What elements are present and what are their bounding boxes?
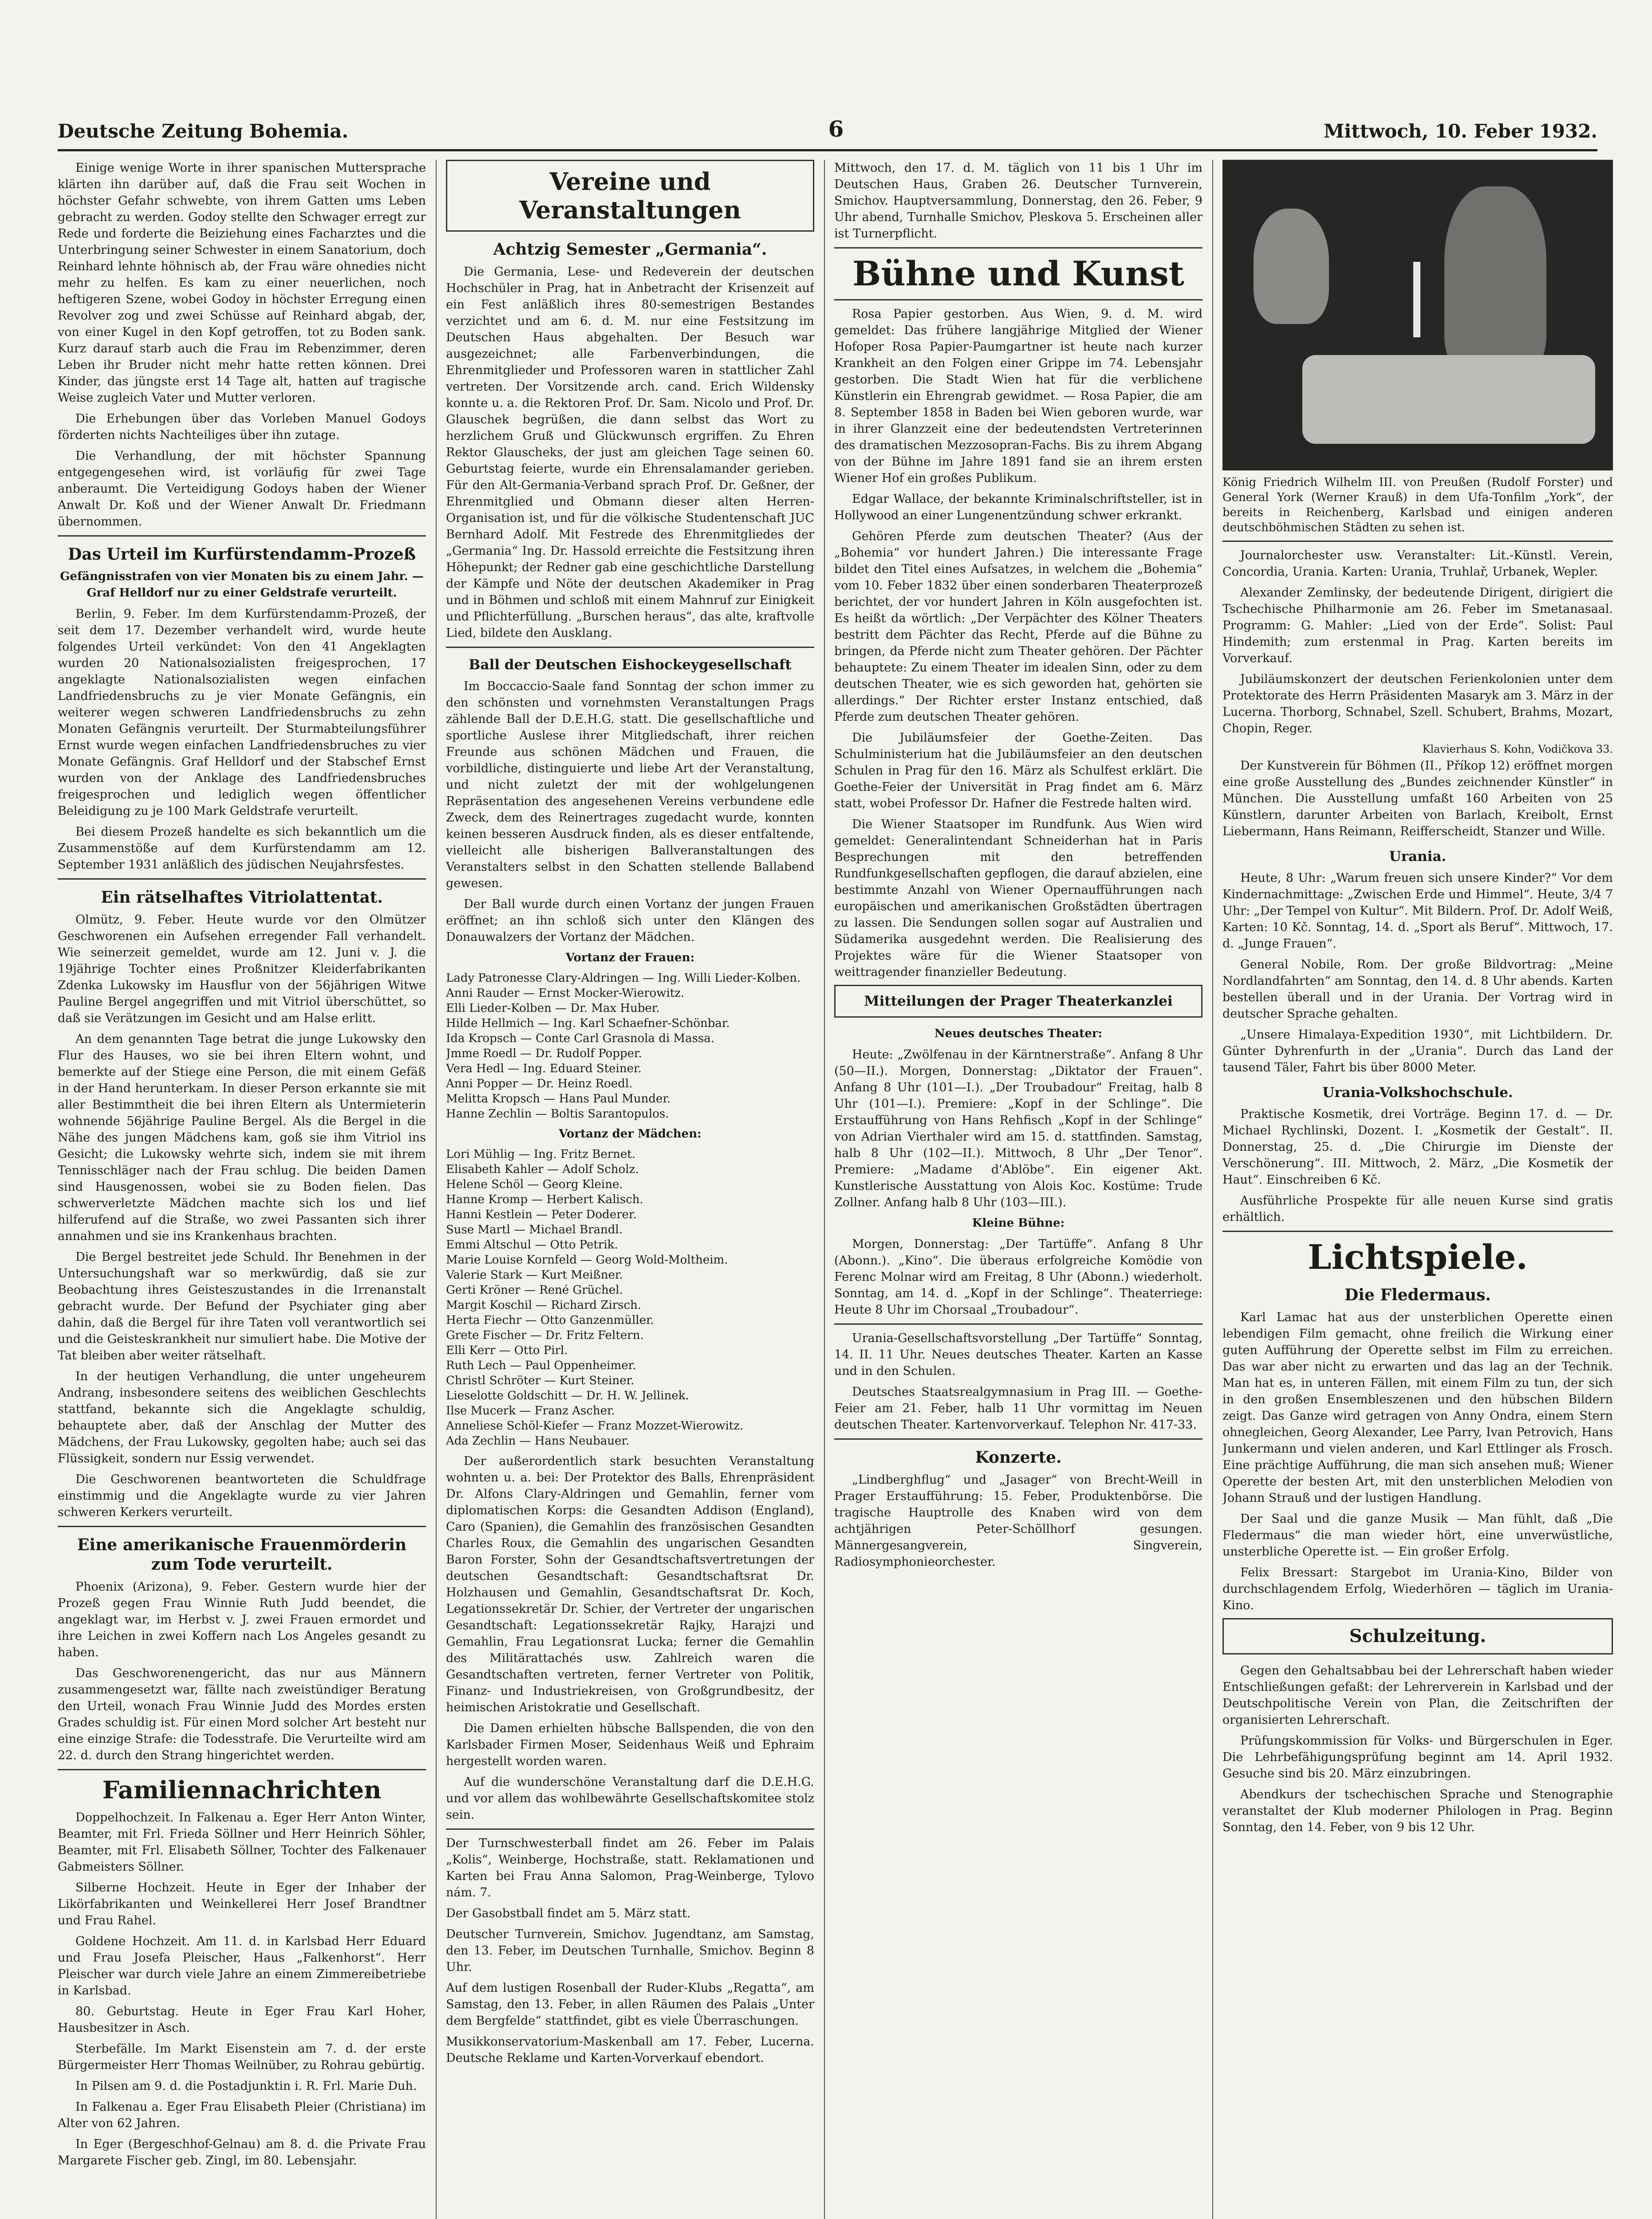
article-text: Heute, 8 Uhr: „Warum freuen sich unsere Kinder?“ Vor dem Kindernachmittage: „Zwischen Erde und Himmel“. Heute, 3/4 7 Uhr: „Der Tempel von Kultur“. Mit Bildern. Prof. Dr. Adolf Weiß, Karten: 10 Kč. Sonntag, 14. d. „Sport als Beruf“. Mittwoch, 17. d. „Junge Frauen“. [1222, 871, 1613, 951]
dancers-list-girls [446, 1147, 814, 1449]
list-heading: Kleine Bühne: [972, 1216, 1065, 1230]
divider [58, 878, 426, 880]
article-text: Prüfungskommission für Volks- und Bürgerschulen in Eger. Die Lehrbefähigungsprüfung beginnt am 14. April 1932. Gesuche sind bis 20. März einzubringen. [1222, 1734, 1613, 1781]
article-subheadline: Gefängnisstrafen von vier Monaten bis zu einem Jahr. — Graf Helldorf nur zu einer Geldstrafe verurteilt. [60, 570, 424, 600]
list-item: Elisabeth Kahler — Adolf Scholz. [446, 1163, 639, 1176]
list-item: Suse Martl — Michael Brandl. [446, 1223, 623, 1236]
header-rule [58, 149, 1597, 151]
list-item: Lori Mühlig — Ing. Fritz Bernet. [446, 1148, 635, 1161]
list-heading: Vortanz der Frauen: [565, 951, 695, 964]
list-item: Helene Schöl — Georg Kleine. [446, 1178, 623, 1191]
divider [58, 1526, 426, 1527]
film-still-photo [1222, 160, 1613, 470]
list-item: Melitta Kropsch — Hans Paul Munder. [446, 1092, 671, 1106]
article-text: Heute: „Zwölfenau in der Kärntnerstraße“. Anfang 8 Uhr (50—II.). Morgen, Donnerstag: „Diktator der Frauen“. Anfang 8 Uhr (101—I.). „Der Troubadour“ Freitag, halb 8 Uhr (101—I.). Premiere: „Kopf in der Schlinge“. Die Erstaufführung von Hans Rehfisch „Kopf in der Schlinge“ von Adrian Vierthaler wird am 15. d. stattfinden. Samstag, halb 8 Uhr (102—II.). Mittwoch, 8 Uhr „Der Tenor“. Premiere: „Madame d'Ablöbe“. Ein eigener Akt. Kunstlerische Ausstattung von Alois Koc. Kostüme: Trude Zollner. Anfang halb 8 Uhr (103—III.). [834, 1048, 1203, 1209]
list-item: Margit Koschil — Richard Zirsch. [446, 1299, 642, 1312]
divider [446, 647, 814, 648]
column-2 [446, 160, 814, 2219]
newspaper-page [58, 111, 1613, 2219]
list-item: Elli Kerr — Otto Pirl. [446, 1344, 568, 1357]
article-text: Der Ball wurde durch einen Vortanz der jungen Frauen eröffnet; an ihn schloß sich unter den Klängen des Donauwalzers der Vortanz der Mädchen. [446, 897, 814, 944]
list-item: Lieselotte Goldschitt — Dr. H. W. Jellinek. [446, 1389, 689, 1402]
divider [834, 247, 1203, 249]
article-text: Die Damen erhielten hübsche Ballspenden, die von den Karlsbader Firmen Moser, Seidenhaus Weiß und Ephraim hergestellt worden waren. [446, 1722, 814, 1768]
list-item: Jmme Roedl — Dr. Rudolf Popper. [446, 1047, 642, 1060]
list-item: Hanne Kromp — Herbert Kalisch. [446, 1193, 643, 1206]
article-text: Karl Lamac hat aus der unsterblichen Operette einen lebendigen Film gemacht, ohne freilich die Wirkung einer guten Aufführung der Operette selbst im Film zu erreichen. Das war aber nicht zu erwarten und das lag an der Technik. Man hat es, in unteren Fällen, mit einem Film zu tun, der sich in den großen Ensembleszenen und den hübschen Bildern zeigt. Das Ganze wird getragen von Anny Ondra, einem Stern ohnegleichen, Georg Alexander, Lee Parry, Ivan Petrovich, Hans Junkermann und vielen anderen, und Karl Ettlinger als Frosch. Eine prächtige Aufführung, die man sich ansehen muß; Wiener Operette der besten Art, mit den unsterblichen Melodien von Johann Strauß und der lustigen Handlung. [1222, 1311, 1613, 1505]
section-title: Mitteilungen der Prager Theaterkanzlei [864, 993, 1173, 1009]
divider [58, 1769, 426, 1770]
divider [834, 1323, 1203, 1325]
article-headline: Konzerte. [975, 1448, 1062, 1467]
article-text: Edgar Wallace, der bekannte Kriminalschriftsteller, ist in Hollywood an einer Lungenentzündung schwer erkrankt. [834, 492, 1203, 522]
list-item: Hanne Zechlin — Boltis Sarantopulos. [446, 1107, 669, 1121]
article-headline: Ein rätselhaftes Vitriolattentat. [101, 888, 383, 907]
list-item: Anneliese Schöl-Kiefer — Franz Mozzet-Wierowitz. [446, 1419, 744, 1433]
article-text: Gegen den Gehaltsabbau bei der Lehrerschaft haben wieder Entschließungen gefaßt: der Lehrerverein in Karlsbad und der Deutschpolitische Verein von Plan, die Zeitschriften der organisierten Lehrerschaft. [1222, 1664, 1613, 1727]
article-text: Berlin, 9. Feber. Im dem Kurfürstendamm-Prozeß, der seit dem 17. Dezember verhandelt wird, wurde heute folgendes Urteil verkündet: Von den 41 Angeklagten wurden 20 Nationalsozialisten freigesprochen, 17 angeklagte Nationalsozialisten wegen einfachen Landfriedensbruchs zu je vier Monate Gefängnis, ein weiterer wegen schweren Landfriedensbruchs zu zehn Monaten Gefängnis verurteilt. Der Sturmabteilungsführer Ernst wurde wegen einfachen Landfriedensbruches zu vier Monate Gefängnis. Graf Helldorf und der Stabschef Ernst wurden von der Anklage des Landfriedensbruches freigesprochen und lediglich wegen öffentlicher Beleidigung zu je 100 Mark Geldstrafe verurteilt. [58, 607, 426, 818]
masthead-name: Deutsche Zeitung Bohemia. [58, 120, 348, 142]
article-text: Der Kunstverein für Böhmen (II., Příkop 12) eröffnet morgen eine große Ausstellung des „Bundes zeichnender Künstler“ in München. Die Ausstellung umfaßt 160 Arbeiten von 25 Künstlern, darunter Arbeiten von Barlach, Kreibolt, Ernst Liebermann, Hans Reimann, Reifferscheidt, Stanzer und Wille. [1222, 759, 1613, 838]
article-text: Alexander Zemlinsky, der bedeutende Dirigent, dirigiert die Tschechische Philharmonie am 26. Feber im Smetanasaal. Programm: G. Mahler: „Lied von der Erde“. Solist: Paul Hindemith; zum erstenmal in Prag. Karten bereits im Vorverkauf. [1222, 586, 1613, 665]
list-item: Hilde Hellmich — Ing. Karl Schaefner-Schönbar. [446, 1017, 730, 1030]
list-item: Anni Popper — Dr. Heinz Roedl. [446, 1077, 633, 1090]
dancers-list-women [446, 971, 814, 1121]
list-item: Marie Louise Kornfeld — Georg Wold-Moltheim. [446, 1253, 728, 1267]
article-text: Abendkurs der tschechischen Sprache und Stenographie veranstaltet der Klub moderner Philologen in Prag. Beginn Sonntag, den 14. Feber, von 9 bis 12 Uhr. [1222, 1788, 1613, 1834]
article-text: Der außerordentlich stark besuchten Veranstaltung wohnten u. a. bei: Der Protektor des Balls, Ehrenpräsident Dr. Alfons Clary-Aldringen und Gemahlin, ferner vom diplomatischen Korps: die Gesandten Addison (England), Caro (Spanien), die Gemahlin des französischen Gesandten Charles Roux, die Gemahlin des ungarischen Gesandten Baron Forster, Sohn der Gesandtschaftsvertretungen der deutschen Gesandtschaft: Gesandtschaftsrat Dr. Holzhausen und Gemahlin, Gesandtschaftsrat Dr. Koch, Legationssekretär Dr. Schier, der Vertreter der ungarischen Gesandtschaft: Legationssekretär Rajky, Harajzi und Gemahlin, Frau Legationsrat Lucka; ferner die Gemahlin des Militärattachés usw. Zahlreich waren die Gesandtschaften vertreten, ferner Vertreter von Politik, Finanz- und Industriekreisen, von Großgrundbesitz, der heimischen Aristokratie und Gesellschaft. [446, 1454, 814, 1714]
article-headline: Urania-Volkshochschule. [1322, 1085, 1513, 1101]
notice-text: Der Gasobstball findet am 5. März statt. [446, 1907, 691, 1920]
divider [834, 299, 1203, 300]
list-item: Anni Rauder — Ernst Mocker-Wierowitz. [446, 987, 685, 1000]
section-title: Bühne und Kunst [852, 254, 1184, 293]
list-heading: Vortanz der Mädchen: [559, 1127, 702, 1141]
list-item: Ruth Lech — Paul Oppenheimer. [446, 1359, 636, 1372]
article-text: Die Verhandlung, der mit höchster Spannung entgegengesehen wird, ist vorläufig für zwei Tage anberaumt. Die Verteidigung Godoys haben der Wiener Anwalt Dr. Koß und der Wiener Anwalt Dr. Friedmann übernommen. [58, 449, 426, 529]
article-text: Jubiläumskonzert der deutschen Ferienkolonien unter dem Protektorate des Herrn Präsidenten Masaryk am 3. März in der Lucerna. Thorborg, Schnabel, Szell. Schubert, Brahms, Mozart, Chopin, Reger. [1222, 672, 1613, 735]
article-text: Auf die wunderschöne Veranstaltung darf die D.E.H.G. und vor allem das wohlbewährte Gesellschaftskomitee stolz sein. [446, 1775, 814, 1822]
article-headline: Das Urteil im Kurfürstendamm-Prozeß [67, 545, 416, 564]
article-text: Die Jubiläumsfeier der Goethe-Zeiten. Das Schulministerium hat die Jubiläumsfeier an den deutschen Schulen in Prag für den 16. März als Schulfest erklärt. Die Goethe-Feier der Universität in Prag findet am 6. März statt, wobei Professor Dr. Hafner die Festrede halten wird. [834, 731, 1203, 810]
article-text: Ausführliche Prospekte für alle neuen Kurse sind gratis erhältlich. [1222, 1194, 1613, 1224]
notice-text: Musikkonservatorium-Maskenball am 17. Feber, Lucerna. Deutsche Reklame und Karten-Vorverkauf ebendort. [446, 2035, 814, 2065]
article-headline: Achtzig Semester „Germania“. [493, 240, 767, 259]
list-item: Vera Hedl — Ing. Eduard Steiner. [446, 1062, 642, 1075]
section-title-box [1222, 1618, 1613, 1654]
divider [1222, 1231, 1613, 1232]
list-item: Emmi Altschul — Otto Petrik. [446, 1238, 618, 1252]
advertisement-line: Klavierhaus S. Kohn, Vodičkova 33. [1422, 743, 1613, 755]
section-title: Vereine und Veranstaltungen [519, 167, 741, 224]
article-text: Die Bergel bestreitet jede Schuld. Ihr Benehmen in der Untersuchungshaft war so merkwürdig, daß sie zur Beobachtung ihres Geisteszustandes in die Irrenanstalt gebracht wurde. Der Befund der Psychiater ging aber dahin, daß die Bergel für ihre Taten voll verantwortlich sei und die Geisteskrankheit nur simuliert habe. Die Motive der Tat bleiben aber weiter rätselhaft. [58, 1250, 426, 1362]
photo-caption: König Friedrich Wilhelm III. von Preußen (Rudolf Forster) und General York (Werner Krauß) in dem Ufa-Tonfilm „York“, der bereits in Reichenberg, Karlsbad und einigen anderen deutschböhmischen Städten zu sehen ist. [1222, 476, 1613, 534]
article-text: Gehören Pferde zum deutschen Theater? (Aus der „Bohemia“ vor hundert Jahren.) Die interessante Frage bildet den Titel eines Aufsatzes, in welchem die „Bohemia“ vom 10. Feber 1832 über einen sonderbaren Theaterprozeß berichtet, der vor hundert Jahren in Köln ausgefochten ist. Es heißt da wörtlich: „Der Verpächter des Kölner Theaters bestritt dem Pächter das Recht, Pferde auf die Bühne zu bringen, da Pferde nicht zum Theater gehören. Der Pächter behauptete: Zu einem Theater im idealen Sinn, oder zu dem deutschen Theater, wie es sich geworden hat, gehörten sie allerdings.“ Der Richter erster Instanz entschied, daß Pferde zum deutschen Theater gehören. [834, 529, 1203, 724]
article-headline: Die Fledermaus. [1344, 1286, 1491, 1304]
section-title-box [446, 160, 814, 232]
issue-date: Mittwoch, 10. Feber 1932. [1323, 120, 1597, 142]
column-4 [1222, 160, 1613, 2219]
article-text: Praktische Kosmetik, drei Vorträge. Beginn 17. d. — Dr. Michael Rychlinski, Dozent. I. „Kosmetik der Gestalt“. II. Donnerstag, 25. d. „Die Chirurgie im Dienste der Verschönerung“. III. Mittwoch, 2. März, „Die Kosmetik der Haut“. Einschreiben 6 Kč. [1222, 1107, 1613, 1187]
article-headline: Urania. [1389, 849, 1447, 865]
column-rule [436, 160, 437, 2219]
list-item: Grete Fischer — Dr. Fritz Feltern. [446, 1329, 644, 1342]
article-text: Die Erhebungen über das Vorleben Manuel Godoys förderten nichts Nachteiliges über ihn zutage. [58, 412, 426, 442]
article-text: In Pilsen am 9. d. die Postadjunktin i. R. Frl. Marie Duh. [75, 2079, 417, 2093]
notice-text: Auf dem lustigen Rosenball der Ruder-Klubs „Regatta“, am Samstag, den 13. Feber, in allen Räumen des Palais „Unter dem Bergfelde“ stattfindet, gibt es viele Überraschungen. [446, 1981, 814, 2028]
section-title: Lichtspiele. [1308, 1237, 1528, 1277]
article-text: Deutsches Staatsrealgymnasium in Prag III. — Goethe-Feier am 21. Feber, halb 11 Uhr vormittag im Neuen deutschen Theater. Kartenvorverkauf. Telephon Nr. 417-33. [834, 1385, 1203, 1432]
article-text: 80. Geburtstag. Heute in Eger Frau Karl Hoher, Hausbesitzer in Asch. [58, 2005, 426, 2035]
list-item: Valerie Stark — Kurt Meißner. [446, 1268, 623, 1282]
article-text: Morgen, Donnerstag: „Der Tartüffe“. Anfang 8 Uhr (Abonn.). „Kino“. Die überaus erfolgreiche Komödie von Ferenc Molnar wird am Freitag, 8 Uhr (Abonn.) wiederholt. Sonntag, am 14. d. „Kopf in der Schlinge“. Theaterriege: Heute 8 Uhr im Chorsaal „Troubadour“. [834, 1237, 1203, 1317]
article-text: Rosa Papier gestorben. Aus Wien, 9. d. M. wird gemeldet: Das frühere langjährige Mitglied der Wiener Hofoper Rosa Papier-Paumgartner ist heute nach kurzer Krankheit an den Folgen einer Grippe im 74. Lebensjahr gestorben. Die Stadt Wien hat für die verblichene Künstlerin ein Ehrengrab gewidmet. — Rosa Papier, die am 8. September 1858 in Baden bei Wien geboren wurde, war in ihrer Glanzzeit eine der bedeutendsten Vertreterinnen des dramatischen Mezzosopran-Fachs. Bis zu ihrem Abgang von der Bühne im Jahre 1891 fand sie an ihrem ersten Wiener Hof ein großes Publikum. [834, 307, 1203, 485]
article-text: Der Saal und die ganze Musik — Man fühlt, daß „Die Fledermaus“ die man wieder hört, eine unverwüstliche, unsterbliche Operette ist. — Ein großer Erfolg. [1222, 1512, 1613, 1559]
article-text: Goldene Hochzeit. Am 11. d. in Karlsbad Herr Eduard und Frau Josefa Pleischer, Haus „Falkenhorst“. Herr Pleischer war durch viele Jahre an einem Zimmereibetriebe in Karlsbad. [58, 1935, 426, 1998]
list-item: Hanni Kestlein — Peter Doderer. [446, 1208, 637, 1221]
notice-text: Mittwoch, den 17. d. M. täglich von 11 bis 1 Uhr im Deutschen Haus, Graben 26. Deutscher Turnverein, Smichov. Hauptversammlung, Donnerstag, den 26. Feber, 9 Uhr abend, Turnhalle Smichov, Pleskova 5. Erscheinen aller ist Turnerpflicht. [834, 161, 1203, 241]
list-item: Herta Fiechr — Otto Ganzenmüller. [446, 1314, 654, 1327]
list-item: Elli Lieder-Kolben — Dr. Max Huber. [446, 1002, 660, 1015]
column-1 [58, 160, 426, 2219]
article-text: Olmütz, 9. Feber. Heute wurde vor den Olmützer Geschworenen ein Aufsehen erregender Fall verhandelt. Wie seinerzeit gemeldet, wurde am 12. Juni v. J. die 19jährige Tochter eines Proßnitzer Kleiderfabrikanten Zdenka Lukowsky im Hausflur von der 56jährigen Witwe Pauline Bergel angegriffen und mit Vitriol überschüttet, so daß sie Verätzungen im Gesicht und am Halse erlitt. [58, 913, 426, 1025]
article-text: Die Geschworenen beantworteten die Schuldfrage einstimmig und die Angeklagte wurde zu vier Jahren schweren Kerkers verurteilt. [58, 1473, 426, 1519]
article-text: Sterbefälle. Im Markt Eisenstein am 7. d. der erste Bürgermeister Herr Thomas Weilnüber, zu Rohrau gebürtig. [58, 2042, 426, 2072]
article-text: In Eger (Bergeschhof-Gelnau) am 8. d. die Private Frau Margarete Fischer geb. Zingl, im 80. Lebensjahr. [58, 2137, 426, 2168]
article-text: An dem genannten Tage betrat die junge Lukowsky den Flur des Hauses, wo sie bei ihren Eltern wohnt, und bemerkte auf der Stiege eine Person, die mit einem Gefäß in der Hand herunterkam. In dieser Person erkannte sie mit aller Bestimmtheit die bei ihren Eltern als Untermieterin wohnende 56jährige Pauline Bergel. Als die Bergel in die Nähe des jungen Mädchens kam, goß sie ihm Vitriol ins Gesicht; die Lukowsky wehrte sich, indem sie mit ihrem Tennisschläger nach der Frau schlug. Die beiden Damen sind Hausgenossen, wobei sie zu Boden fielen. Das schwerverletzte Mädchen machte sich los und lief hilferufend auf die Straße, wo zwei Passanten sich ihrer annahmen und sie ins Krankenhaus brachten. [58, 1032, 426, 1243]
section-title-box [834, 985, 1203, 1018]
article-text: Im Boccaccio-Saale fand Sonntag der schon immer zu den schönsten und vornehmsten Veranstaltungen Prags zählende Ball der D.E.H.G. statt. Die gesellschaftliche und sportliche Auslese ihrer Mitgliedschaft, ihrer reichen Freunde aus schönen Mädchen und Frauen, die vorbildliche, distinguierte und liebe Art der Veranstaltung, und nicht zuletzt der mit der wohlgelungenen Repräsentation des angesehenen Vereins verbundene edle Zweck, dem des Reinertrages zugedacht wurde, konnten keinen besseren Ausdruck finden, als es dieser entfaltende, vielleicht alle bisherigen Ballveranstaltungen des Veranstalters selbst in den Schatten stellende Ballabend gewesen. [446, 679, 814, 890]
divider [1222, 541, 1613, 542]
list-item: Christl Schröter — Kurt Steiner. [446, 1374, 635, 1387]
column-3 [834, 160, 1203, 2219]
page-number: 6 [828, 116, 844, 142]
section-title: Schulzeitung. [1349, 1626, 1486, 1646]
article-text: Die Wiener Staatsoper im Rundfunk. Aus Wien wird gemeldet: Generalintendant Schneiderhan hat in Paris Besprechungen mit den betreffenden Rundfunkgesellschaften gepflogen, die darauf abzielen, eine bestimmte Anzahl von Wiener Opernaufführungen nach europäischen und amerikanischen Großstädten übertragen zu lassen. Die Sendungen sollen sogar auf Australien und Südamerika ausgedehnt werden. Die Realisierung des Projektes wäre für die Wiener Staatsoper von weittragender finanzieller Bedeutung. [834, 817, 1203, 979]
column-rule [824, 160, 825, 2219]
article-text: Doppelhochzeit. In Falkenau a. Eger Herr Anton Winter, Beamter, mit Frl. Frieda Söllner und Herr Heinrich Söhler, Beamter, mit Frl. Elisabeth Söllner, Tochter des Falkenauer Gabmeisters Söllner. [58, 1811, 426, 1874]
article-text: Einige wenige Worte in ihrer spanischen Muttersprache klärten ihn darüber auf, daß die Frau seit Wochen in höchster Gefahr schwebte, von ihrem Gatten ums Leben gebracht zu werden. Godoy stellte den Schwager erregt zur Rede und forderte die Beiziehung eines Facharztes und die Unterbringung seiner Schwester in einem Sanatorium, doch Reinhard lehnte höhnisch ab, der Frau wäre ohnedies nicht mehr zu helfen. Es kam zu einer neuerlichen, noch heftigeren Szene, wobei Godoy in höchster Erregung einen Revolver zog und zwei Schüsse auf Reinhard abgab, der, von einer Kugel in den Kopf getroffen, tot zu Boden sank. Kurz darauf starb auch die Frau im Rebenzimmer, deren Leben ihr Bruder nicht mehr hatte retten können. Drei Kinder, das jüngste erst 14 Tage alt, hatten auf tragische Weise zugleich Vater und Mutter verloren. [58, 161, 426, 405]
article-headline: Ball der Deutschen Eishockeygesellschaft [469, 657, 792, 673]
article-text: Die Germania, Lese- und Redeverein der deutschen Hochschüler in Prag, hat in Anbetracht der Krisenzeit auf ein Fest anläßlich ihres 80-semestrigen Bestandes verzichtet und am 6. d. M. nur eine Festsitzung im Deutschen Haus abgehalten. Der Besuch war ausgezeichnet; alle Farbenverbindungen, die Ehrenmitglieder und Professoren waren in stattlicher Zahl vertreten. Der Vorsitzende arch. cand. Erich Wildensky konnte u. a. die Rektoren Prof. Dr. Sam. Nicolo und Prof. Dr. Glauschek begrüßen, die dann selbst das Wort zu herzlichem Gruß und Glückwunsch ergriffen. Zu Ehren Rektor Glauscheks, der just am gleichen Tage seinen 60. Geburtstag feierte, wurde ein Ehrensalamander gerieben. Für den Alt-Germania-Verband sprach Prof. Dr. Geßner, der Ehrenmitglied und Obmann dieser alten Herren-Organisation ist, und für die völkische Studentenschaft JUC Bernhard Adolf. Mit Festrede des Ehrenmitgliedes der „Germania“ Ing. Dr. Hassold erreichte die Festsitzung ihren Höhepunkt; der Redner gab eine geschichtliche Darstellung der Kämpfe und Nöte der deutschen Akademiker in Prag und in Böhmen und schloß mit einem Mahnruf zur Einigkeit und Pflichterfüllung. „Burschen heraus“, das alte, kraftvolle Lied, bildete den Ausklang. [446, 265, 814, 640]
list-item: Ada Zechlin — Hans Neubauer. [446, 1434, 630, 1448]
article-text: Das Geschworenengericht, das nur aus Männern zusammengesetzt war, fällte nach zweistündiger Beratung den Urteil, wonach Frau Winnie Judd des Mordes ersten Grades schuldig ist. Für einen Mord solcher Art besteht nur eine einzige Strafe: die Todesstrafe. Die Verurteilte wird am 22. d. durch den Strang hingerichtet werden. [58, 1666, 426, 1762]
article-text: Bei diesem Prozeß handelte es sich bekanntlich um die Zusammenstöße auf dem Kurfürstendamm am 12. September 1931 anläßlich des jüdischen Neujahrsfestes. [58, 825, 426, 872]
notice-text: Der Turnschwesterball findet am 26. Feber im Palais „Kolis“, Weinberge, Hochstraße, statt. Reklamationen und Karten bei Frau Anna Salomon, Prag-Weinberge, Tylovo nám. 7. [446, 1836, 814, 1899]
article-text: Felix Bressart: Stargebot im Urania-Kino, Bilder von durchschlagendem Erfolg, Wiederhören — täglich im Urania-Kino. [1222, 1566, 1613, 1612]
article-text: Phoenix (Arizona), 9. Feber. Gestern wurde hier der Prozeß gegen Frau Winnie Ruth Judd beendet, die angeklagt war, im Herbst v. J. zwei Frauen ermordet und ihre Leichen in zwei Koffern nach Los Angeles gesandt zu haben. [58, 1580, 426, 1659]
divider [834, 1438, 1203, 1440]
list-item: Ilse Mucerk — Franz Ascher. [446, 1404, 615, 1417]
article-headline: Eine amerikanische Frauenmörderin zum Tode verurteilt. [77, 1536, 407, 1574]
divider [446, 1828, 814, 1830]
list-heading: Neues deutsches Theater: [934, 1027, 1103, 1040]
notice-text: Deutscher Turnverein, Smichov. Jugendtanz, am Samstag, den 13. Feber, im Deutschen Turnhalle, Smichov. Beginn 8 Uhr. [446, 1927, 814, 1974]
article-text: „Lindberghflug“ und „Jasager“ von Brecht-Weill in Prager Erstaufführung: 15. Feber, Produktenbörse. Die tragische Hauptrolle des Knaben wird von dem achtjährigen Peter-Schöllhorf gesungen. Männergesangverein, Singverein, Radiosymphonieorchester. [834, 1473, 1203, 1569]
list-item: Gerti Kröner — René Grüchel. [446, 1283, 623, 1297]
article-text: In Falkenau a. Eger Frau Elisabeth Pleier (Christiana) im Alter von 62 Jahren. [58, 2100, 426, 2130]
article-text: „Unsere Himalaya-Expedition 1930“, mit Lichtbildern. Dr. Günter Dyhrenfurth in der „Urania“. Durch das Land der tausend Täler, Fahrt bis über 8000 Meter. [1222, 1028, 1613, 1074]
divider [58, 535, 426, 537]
list-item: Lady Patronesse Clary-Aldringen — Ing. Willi Lieder-Kolben. [446, 971, 801, 985]
list-item: Ida Kropsch — Conte Carl Grasnola di Massa. [446, 1032, 715, 1045]
article-text: Silberne Hochzeit. Heute in Eger der Inhaber der Likörfabrikanten und Weinkellerei Herr Josef Brandtner und Frau Rahel. [58, 1881, 426, 1927]
article-text: Urania-Gesellschaftsvorstellung „Der Tartüffe“ Sonntag, 14. II. 11 Uhr. Neues deutsches Theater. Karten an Kasse und in den Schulen. [834, 1331, 1203, 1378]
article-text: General Nobile, Rom. Der große Bildvortrag: „Meine Nordlandfahrten“ am Sonntag, den 14. d. 8 Uhr abends. Karten bestellen überall und in der Urania. Der Vortrag wird in deutscher Sprache gehalten. [1222, 958, 1613, 1021]
column-rule [1212, 160, 1213, 2219]
page-header [58, 111, 1597, 142]
section-title: Familiennachrichten [102, 1776, 382, 1804]
article-text: In der heutigen Verhandlung, die unter ungeheurem Andrang, insbesondere seitens des weiblichen Geschlechts stattfand, bekannte sich die Angeklagte schuldig, behauptete aber, daß der Anschlag der Mutter des Mädchens, der Frau Lukowsky, gegolten habe; auch sei das Flüssigkeit, sondern nur Essig verwendet. [58, 1370, 426, 1465]
article-text: Journalorchester usw. Veranstalter: Lit.-Künstl. Verein, Concordia, Urania. Karten: Urania, Truhlař, Urbanek, Wepler. [1222, 549, 1613, 579]
